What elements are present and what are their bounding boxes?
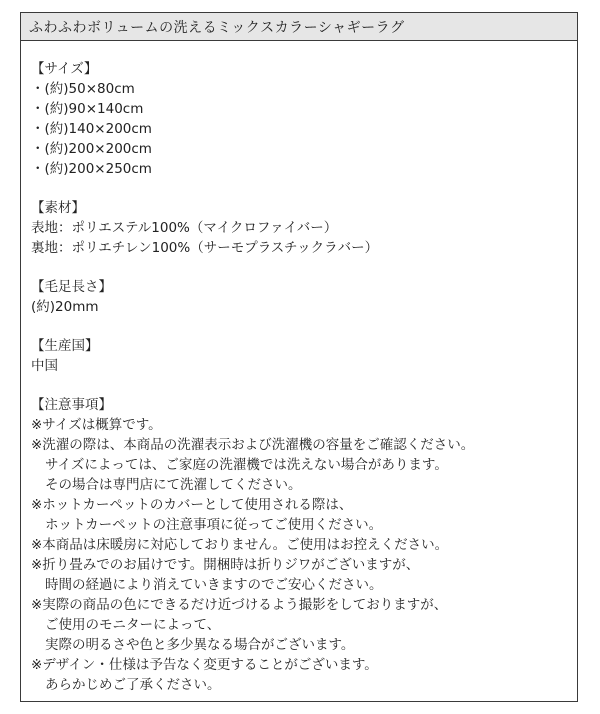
note-item: ※洗濯の際は、本商品の洗濯表示および洗濯機の容量をご確認ください。 — [31, 437, 475, 453]
pile-value: (約)20mm — [31, 299, 99, 315]
spec-header — [21, 13, 577, 41]
section-heading-material: 【素材】 — [31, 200, 85, 216]
size-item: ・(約)140×200cm — [31, 121, 152, 137]
note-item: 時間の経過により消えていきますのでご安心ください。 — [45, 577, 383, 593]
origin-section — [31, 336, 577, 376]
note-item: 実際の明るさや色と多少異なる場合がございます。 — [45, 637, 355, 653]
size-item: ・(約)200×250cm — [31, 161, 152, 177]
note-item: ※ホットカーペットのカバーとして使用される際は、 — [31, 497, 353, 513]
note-item: ※折り畳みでのお届けです。開梱時は折りジワがございますが、 — [31, 557, 420, 573]
section-heading-pile: 【毛足長さ】 — [31, 279, 112, 295]
section-heading-size: 【サイズ】 — [31, 61, 98, 77]
section-heading-origin: 【生産国】 — [31, 338, 99, 354]
note-item: その場合は専門店にて洗濯してください。 — [45, 477, 302, 493]
size-item: ・(約)200×200cm — [31, 141, 152, 157]
origin-value: 中国 — [31, 358, 58, 374]
size-section — [31, 59, 577, 179]
material-section — [31, 198, 577, 258]
material-item: 裏地：ポリエチレン100%（サーモプラスチックラバー） — [31, 240, 379, 256]
note-item: ※本商品は床暖房に対応しておりません。ご使用はお控えください。 — [31, 537, 449, 553]
product-spec-card — [20, 12, 578, 702]
section-heading-notes: 【注意事項】 — [31, 397, 112, 413]
notes-section — [31, 395, 577, 695]
note-item: サイズによっては、ご家庭の洗濯機では洗えない場合があります。 — [45, 457, 448, 473]
note-item: ご使用のモニターによって、 — [45, 617, 221, 633]
note-item: ホットカーペットの注意事項に従ってご使用ください。 — [45, 517, 383, 533]
pile-section — [31, 277, 577, 317]
size-item: ・(約)90×140cm — [31, 101, 144, 117]
note-item: ※実際の商品の色にできるだけ近づけるよう撮影をしておりますが、 — [31, 597, 448, 613]
product-title: ふわふわボリュームの洗えるミックスカラーシャギーラグ — [29, 19, 405, 36]
note-item: あらかじめご了承ください。 — [45, 677, 221, 693]
spec-content — [21, 41, 577, 695]
material-item: 表地：ポリエステル100%（マイクロファイバー） — [31, 220, 338, 236]
note-item: ※サイズは概算です。 — [31, 417, 162, 433]
size-item: ・(約)50×80cm — [31, 81, 135, 97]
note-item: ※デザイン・仕様は予告なく変更することがございます。 — [31, 657, 378, 673]
